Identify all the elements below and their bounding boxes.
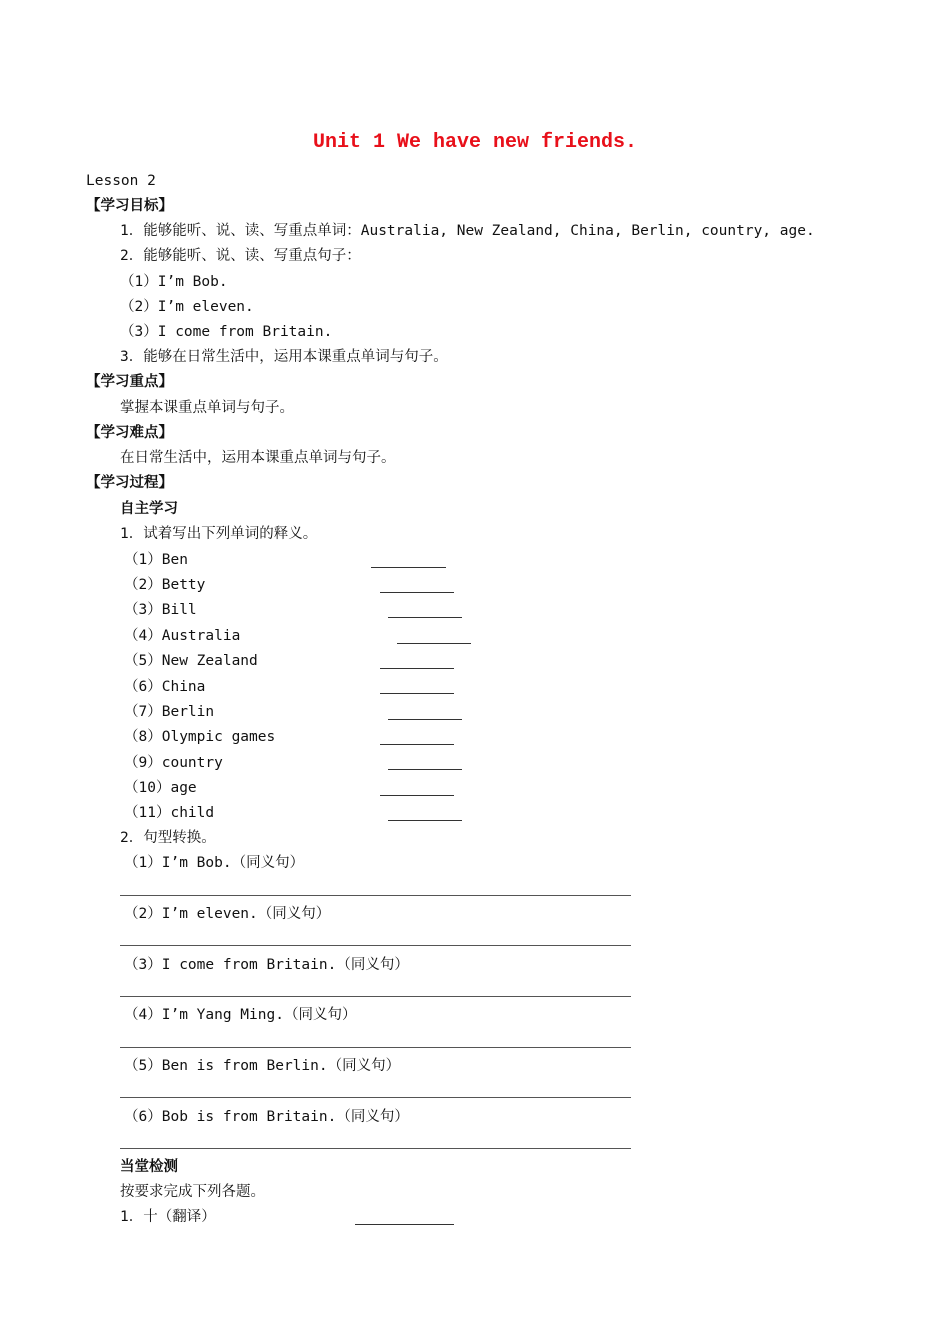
page-title: Unit 1 We have new friends. <box>312 131 638 154</box>
word-item: （3）Bill <box>124 602 197 618</box>
answer-line[interactable] <box>120 945 631 946</box>
goal-item: （1）I’m Bob. <box>120 274 228 290</box>
sentence-item: （2）I’m eleven.（同义句） <box>124 906 331 922</box>
difficulties-text: 在日常生活中，运用本课重点单词与句子。 <box>120 450 396 466</box>
answer-line[interactable] <box>120 1097 631 1098</box>
goal-item: （3）I come from Britain. <box>120 324 333 340</box>
word-item: （8）Olympic games <box>124 729 276 745</box>
answer-blank[interactable] <box>380 795 454 796</box>
goals-heading: 【学习目标】 <box>86 198 173 214</box>
lesson-label: Lesson 2 <box>86 173 156 189</box>
sentence-item: （4）I’m Yang Ming.（同义句） <box>124 1007 357 1023</box>
word-item: （10）age <box>124 780 197 796</box>
difficulties-heading: 【学习难点】 <box>86 425 173 441</box>
answer-blank[interactable] <box>380 668 454 669</box>
answer-blank[interactable] <box>371 567 446 568</box>
answer-blank[interactable] <box>380 744 454 745</box>
answer-line[interactable] <box>120 1047 631 1048</box>
goal-item: （2）I’m eleven. <box>120 299 254 315</box>
answer-blank[interactable] <box>380 693 454 694</box>
answer-line[interactable] <box>120 1148 631 1149</box>
test-heading: 当堂检测 <box>120 1159 178 1175</box>
self-study-heading: 自主学习 <box>120 501 178 517</box>
word-item: （2）Betty <box>124 577 206 593</box>
key-points-text: 掌握本课重点单词与句子。 <box>120 400 294 416</box>
sentence-item: （5）Ben is from Berlin.（同义句） <box>124 1058 401 1074</box>
answer-blank[interactable] <box>388 719 462 720</box>
task1-instruction: 1．试着写出下列单词的释义。 <box>120 526 318 542</box>
process-heading: 【学习过程】 <box>86 475 173 491</box>
task2-instruction: 2．句型转换。 <box>120 830 216 846</box>
key-points-heading: 【学习重点】 <box>86 374 173 390</box>
goal-item: 1．能够能听、说、读、写重点单词：Australia, New Zealand, China, Berlin, country, age. <box>120 223 815 239</box>
sentence-item: （3）I come from Britain.（同义句） <box>124 957 409 973</box>
word-item: （1）Ben <box>124 552 188 568</box>
word-item: （6）China <box>124 679 206 695</box>
word-item: （5）New Zealand <box>124 653 258 669</box>
answer-blank[interactable] <box>388 617 462 618</box>
word-item: （7）Berlin <box>124 704 215 720</box>
goal-item: 2．能够能听、说、读、写重点句子： <box>120 248 361 264</box>
answer-blank[interactable] <box>380 592 454 593</box>
answer-line[interactable] <box>120 895 631 896</box>
answer-blank[interactable] <box>355 1224 454 1225</box>
goal-item: 3．能够在日常生活中，运用本课重点单词与句子。 <box>120 349 448 365</box>
answer-blank[interactable] <box>388 769 462 770</box>
sentence-item: （6）Bob is from Britain.（同义句） <box>124 1109 409 1125</box>
word-item: （4）Australia <box>124 628 241 644</box>
test-item: 1．十（翻译） <box>120 1209 216 1225</box>
word-item: （9）country <box>124 755 223 771</box>
sentence-item: （1）I’m Bob.（同义句） <box>124 855 305 871</box>
answer-blank[interactable] <box>388 820 462 821</box>
answer-line[interactable] <box>120 996 631 997</box>
answer-blank[interactable] <box>397 643 471 644</box>
test-instruction: 按要求完成下列各题。 <box>120 1184 265 1200</box>
word-item: （11）child <box>124 805 215 821</box>
